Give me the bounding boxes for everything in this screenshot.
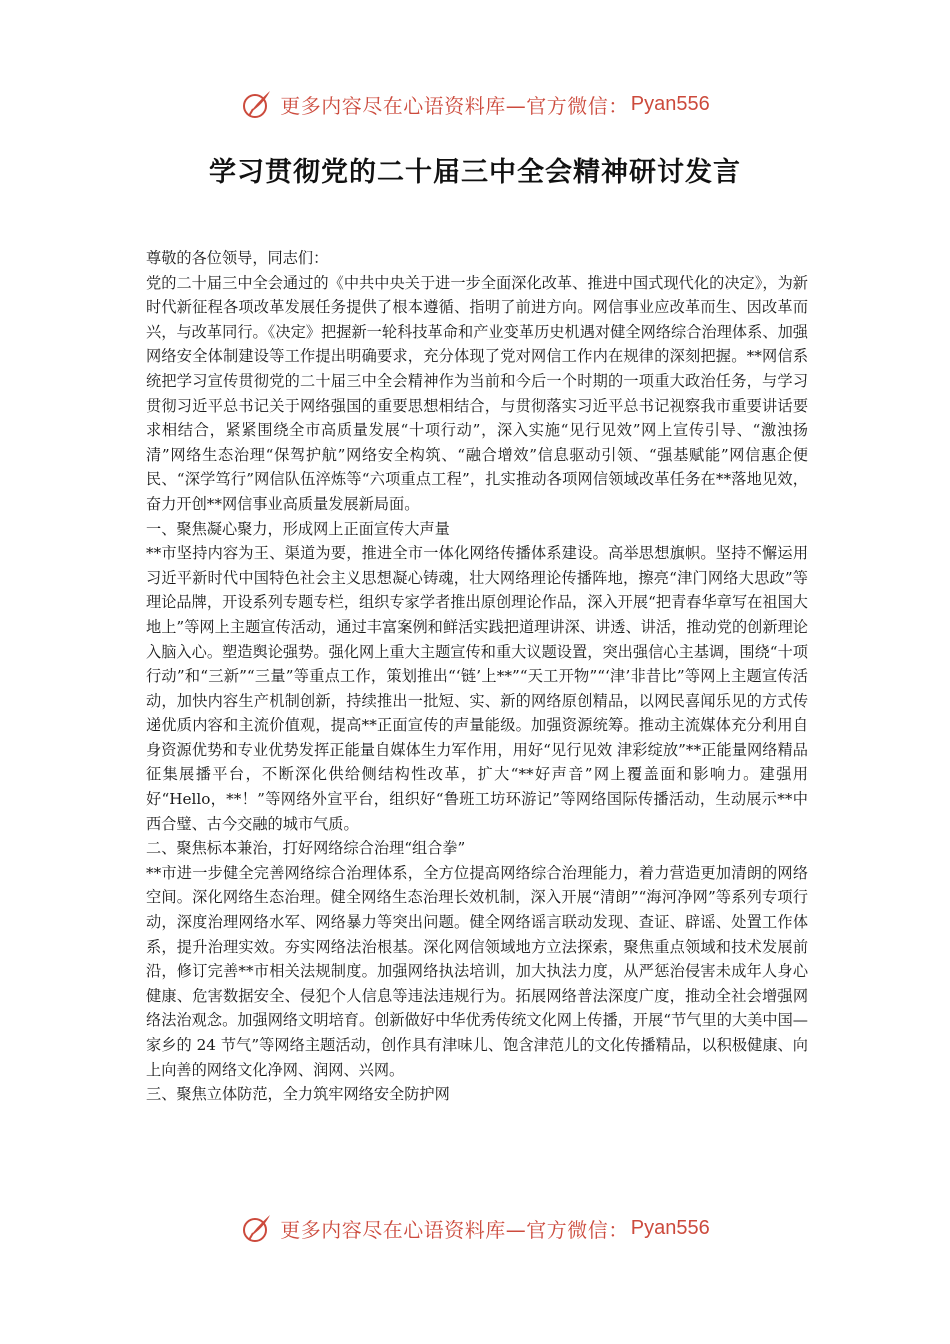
page-title: 学习贯彻党的二十届三中全会精神研讨发言 bbox=[209, 157, 741, 188]
quill-pen-logo-icon bbox=[240, 1211, 274, 1245]
section-heading-3: 三、聚焦立体防范，全力筑牢网络安全防护网 bbox=[146, 1085, 450, 1104]
section-body-2: **市进一步健全完善网络综合治理体系，全方位提高网络综合治理能力，着力营造更加清朗的网络空间。深化网络生态治理。健全网络生态治理长效机制，深入开展“清朗”“海河净网”等系列专项行动，深度治理网络水军、网络暴力等突出问题。健全网络谣言联动发现、查证、辟谣、处置工作体系，提升治理实效。夯实网络法治根基。深化网信领域地方立法探索，聚焦重点领域和技术发展前沿，修订完善**市相关法规制度。加强网络执法培训，加大执法力度，从严惩治侵害未成年人身心健康、危害数据安全、侵犯个人信息等违法违规行为。拓展网络普法深度广度，推动全社会增强网络法治观念。加强网络文明培育。创新做好中华优秀传统文化网上传播，开展“节气里的大美中国—家乡的 24 节气”等网络主题活动，创作具有津味儿、饱含津范儿的文化传播精品，以积极健康、向上向善的网络文化净网、润网、兴网。 bbox=[146, 863, 808, 1079]
banner-handle: Pyan556 bbox=[630, 92, 710, 115]
banner-text: 更多内容尽在心语资料库—官方微信： bbox=[280, 93, 629, 118]
intro-paragraph: 党的二十届三中全会通过的《中共中央关于进一步全面深化改革、推进中国式现代化的决定》，为新时代新征程各项改革发展任务提供了根本遵循、指明了前进方向。网信事业应改革而生、因改革而兴，与改革同行。《决定》把握新一轮科技革命和产业变革历史机遇对健全网络综合治理体系、加强网络安全体制建设等工作提出明确要求，充分体现了党对网信工作内在规律的深刻把握。**网信系统把学习宣传贯彻党的二十届三中全会精神作为当前和今后一个时期的一项重大政治任务，与学习贯彻习近平总书记关于网络强国的重要思想相结合，与贯彻落实习近平总书记视察我市重要讲话要求相结合，紧紧围绕全市高质量发展“十项行动”，深入实施“见行见效”网上宣传引导、“激浊扬清”网络生态治理“保驾护航”网络安全构筑、“融合增效”信息驱动引领、“强基赋能”网信惠企便民、“深学笃行”网信队伍淬炼等“六项重点工程”，扎实推动各项网信领域改革任务在**落地见效，奋力开创**网信事业高质量发展新局面。 bbox=[146, 273, 808, 513]
quill-pen-logo-icon bbox=[240, 87, 274, 121]
section-body-1: **市坚持内容为王、渠道为要，推进全市一体化网络传播体系建设。高举思想旗帜。坚持不懈运用习近平新时代中国特色社会主义思想凝心铸魂，壮大网络理论传播阵地，擦亮“津门网络大思政”等理论品牌，开设系列专题专栏，组织专家学者推出原创理论作品，深入开展“把青春华章写在祖国大地上”等网上主题宣传活动，通过丰富案例和鲜活实践把道理讲深、讲透、讲活，推动党的创新理论入脑入心。塑造舆论强势。强化网上重大主题宣传和重大议题设置，突出强信心主基调，围绕“十项行动”和“三新”“三量”等重点工作，策划推出“‘链’上**”“天工开物”“‘津’非昔比”等网上主题宣传活动，加快内容生产机制创新，持续推出一批短、实、新的网络原创精品，以网民喜闻乐见的方式传递优质内容和主流价值观，提高**正面宣传的声量能级。加强资源统筹。推动主流媒体充分利用自身资源优势和专业优势发挥正能量自媒体生力军作用，用好“见行见效 津彩绽放”**正能量网络精品征集展播平台，不断深化供给侧结构性改革，扩大“**好声音”网上覆盖面和影响力。建强用好“Hello，**！”等网络外宣平台，组织好“鲁班工坊环游记”等网络国际传播活动，生动展示**中西合璧、古今交融的城市气质。 bbox=[146, 544, 808, 833]
banner-text: 更多内容尽在心语资料库—官方微信： bbox=[280, 1217, 629, 1242]
salutation: 尊敬的各位领导，同志们： bbox=[146, 249, 329, 267]
header-banner bbox=[0, 84, 950, 124]
banner-handle: Pyan556 bbox=[630, 1216, 710, 1239]
footer-banner bbox=[0, 1208, 950, 1248]
section-heading-2: 二、聚焦标本兼治，打好网络综合治理“组合拳” bbox=[146, 839, 466, 858]
document-body bbox=[146, 246, 808, 1107]
section-heading-1: 一、聚焦凝心聚力，形成网上正面宣传大声量 bbox=[146, 519, 450, 538]
